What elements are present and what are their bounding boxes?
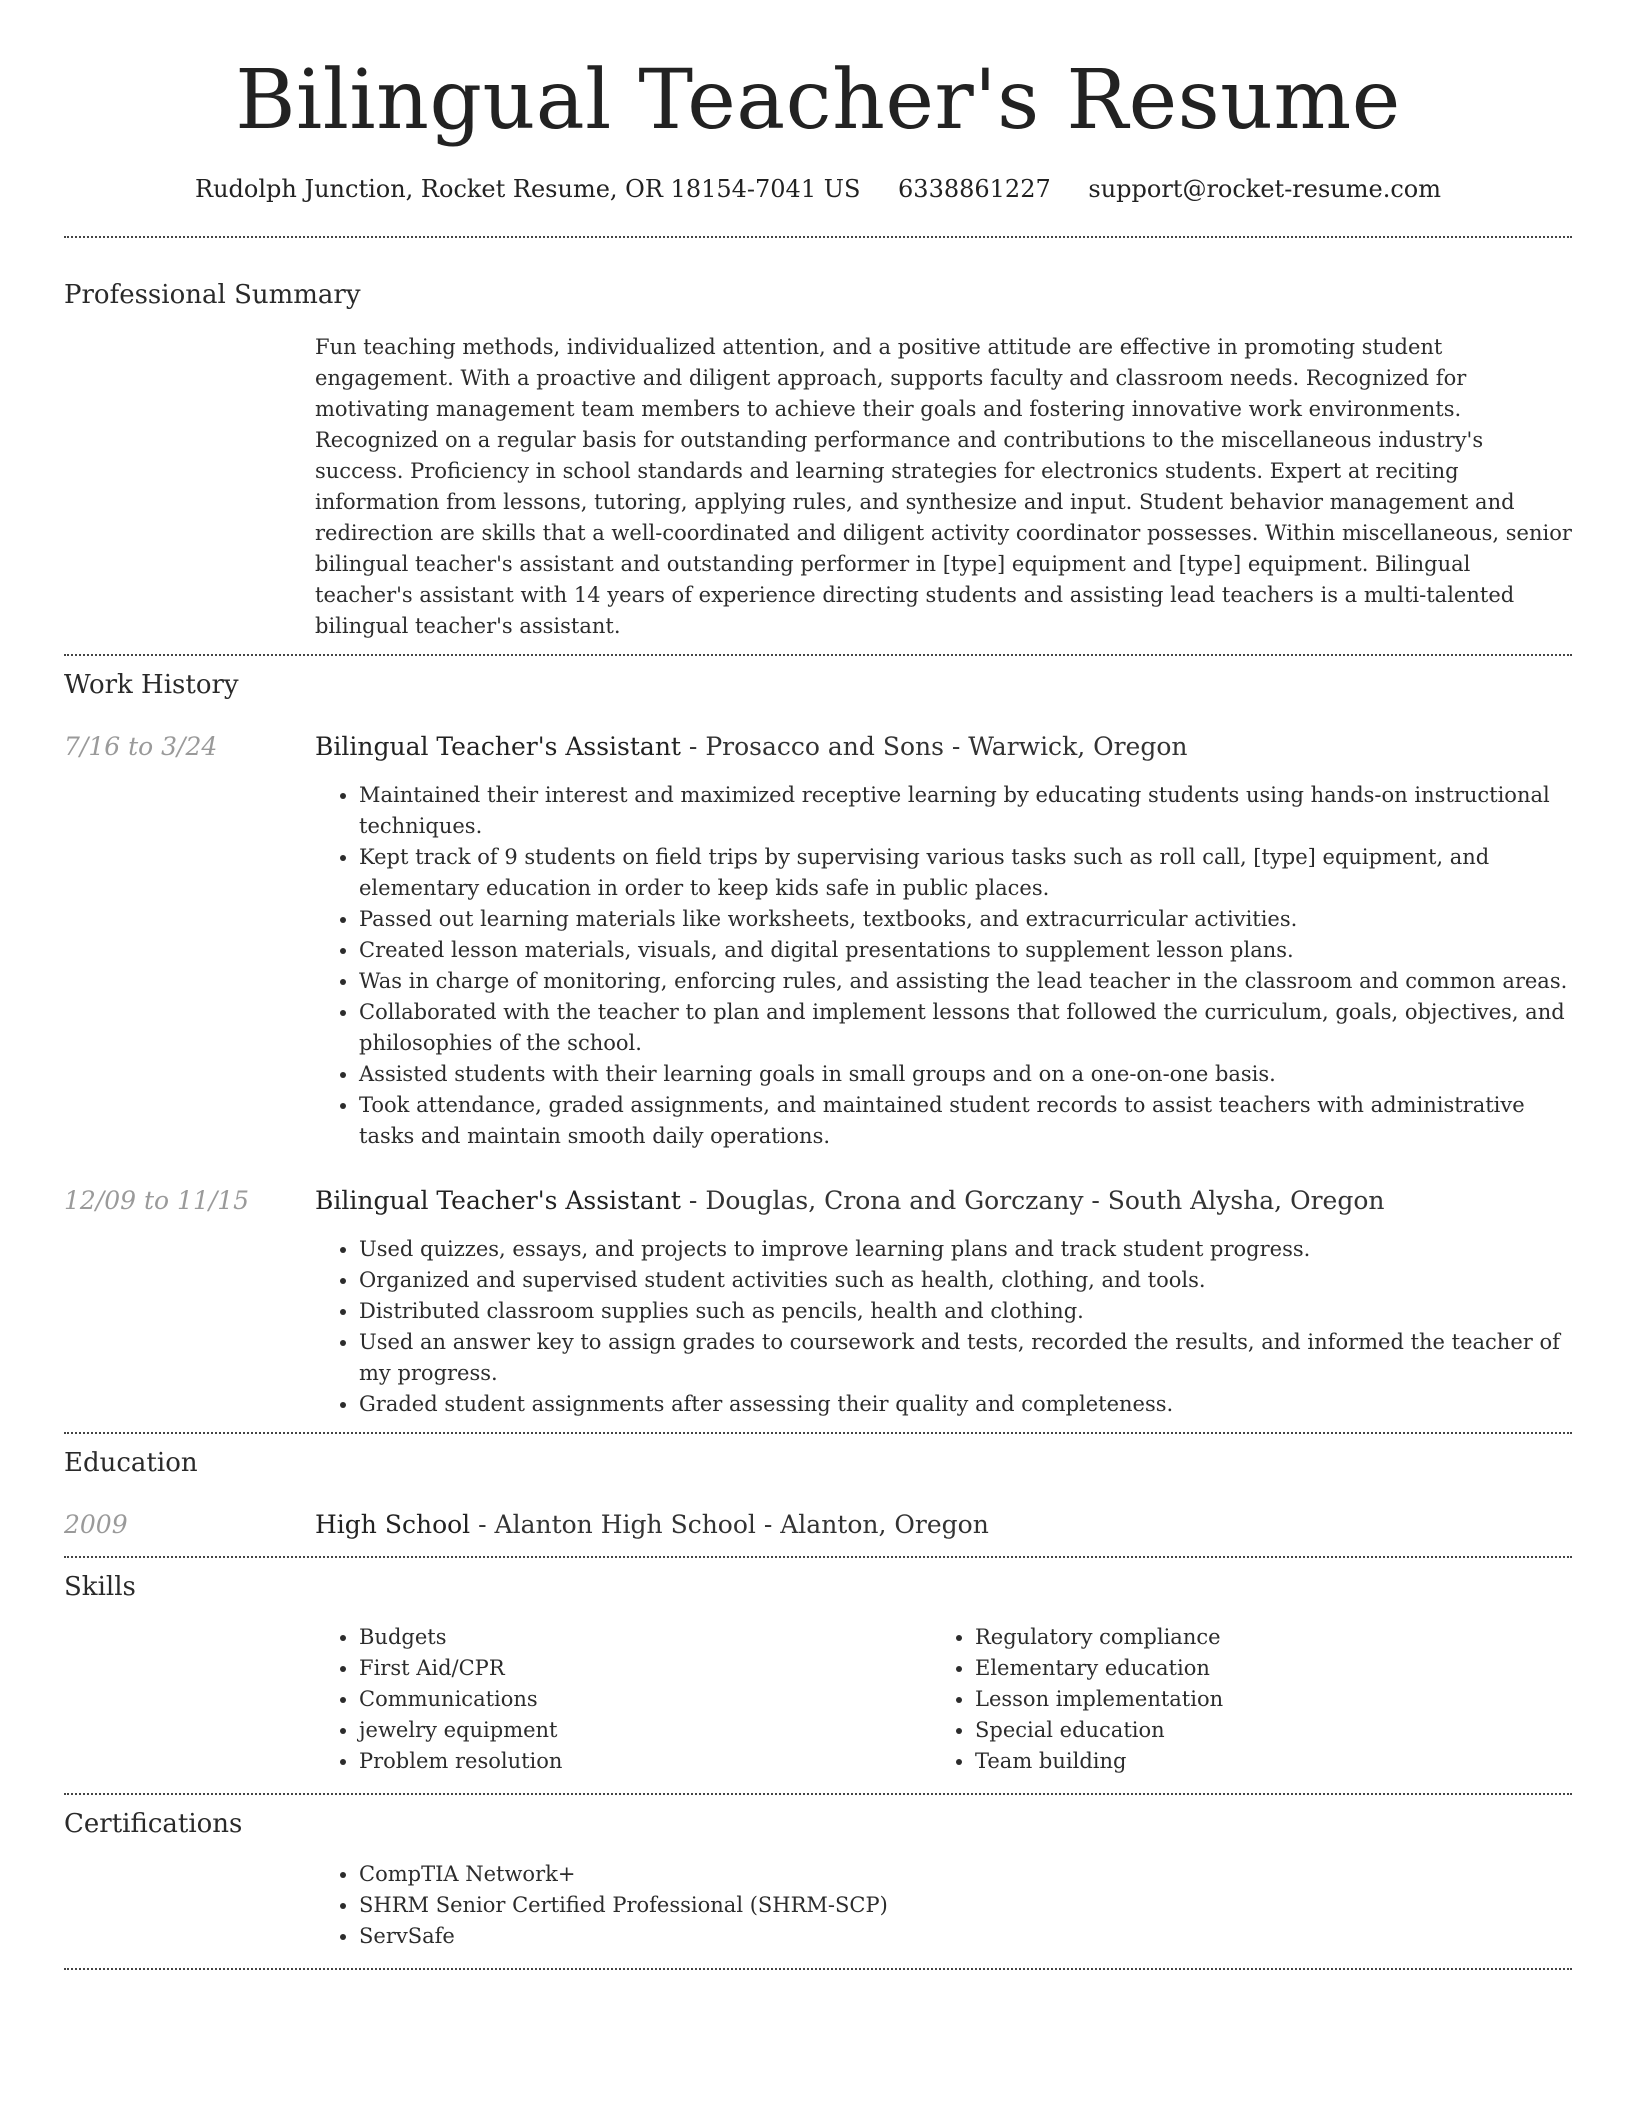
list-item: • CompTIA Network+ <box>359 1859 1572 1890</box>
job-body <box>315 730 1572 1152</box>
list-item: • Problem resolution <box>359 1746 931 1777</box>
list-item: • Collaborated with the teacher to plan and implement lessons that followed the curriculum, goals, objectives, and philosophies of the school. <box>359 997 1572 1059</box>
skills-list <box>931 1622 1547 1777</box>
list-item: • SHRM Senior Certified Professional (SHRM-SCP) <box>359 1890 1572 1921</box>
skills-section <box>64 1570 1572 1793</box>
job-role: Bilingual Teacher's Assistant <box>315 732 681 761</box>
list-item: • Lesson implementation <box>975 1684 1547 1715</box>
job-title-line <box>315 730 1572 764</box>
list-item: • Organized and supervised student activities such as health, clothing, and tools. <box>359 1265 1572 1296</box>
job-dates: 12/09 to 11/15 <box>64 1186 250 1215</box>
section-divider <box>64 1793 1572 1795</box>
list-item: • Graded student assignments after assessing their quality and completeness. <box>359 1389 1572 1420</box>
list-item: • Elementary education <box>975 1653 1547 1684</box>
education-heading: Education <box>64 1448 198 1478</box>
job-employer: - Prosacco and Sons - Warwick, Oregon <box>680 732 1188 761</box>
job-dates: 7/16 to 3/24 <box>64 732 218 761</box>
section-divider <box>64 236 1572 238</box>
list-item: • Passed out learning materials like worksheets, textbooks, and extracurricular activities. <box>359 904 1572 935</box>
list-item: • Assisted students with their learning goals in small groups and on a one-on-one basis. <box>359 1059 1572 1090</box>
education-title-line <box>315 1508 1572 1542</box>
contact-address: Rudolph Junction, Rocket Resume, OR 18154-7041 US <box>195 175 861 203</box>
education-body <box>315 1508 1572 1542</box>
contact-line <box>64 172 1572 206</box>
education-entry <box>64 1508 1572 1556</box>
skills-heading: Skills <box>64 1572 136 1602</box>
contact-email: support@rocket-resume.com <box>1088 175 1441 203</box>
list-item: • Special education <box>975 1715 1547 1746</box>
job-employer: - Douglas, Crona and Gorczany - South Alysha, Oregon <box>680 1186 1385 1215</box>
skills-column-left <box>315 1622 931 1777</box>
section-divider <box>64 1968 1572 1970</box>
list-item: • jewelry equipment <box>359 1715 931 1746</box>
skills-list <box>315 1622 931 1777</box>
summary-heading: Professional Summary <box>64 280 361 310</box>
list-item: • Created lesson materials, visuals, and digital presentations to supplement lesson plans. <box>359 935 1572 966</box>
summary-section <box>64 278 1572 654</box>
list-item: • Communications <box>359 1684 931 1715</box>
list-item: • Took attendance, graded assignments, and maintained student records to assist teachers with administrative tasks and maintain smooth daily operations. <box>359 1090 1572 1152</box>
job-title-line <box>315 1184 1572 1218</box>
skills-column-right <box>931 1622 1547 1777</box>
resume-page <box>64 0 1572 1970</box>
job-entry <box>64 730 1572 1152</box>
education-year: 2009 <box>64 1510 128 1539</box>
education-degree: High School <box>315 1510 471 1539</box>
job-duties-list <box>315 780 1572 1152</box>
certifications-list <box>315 1859 1572 1952</box>
certifications-section <box>64 1807 1572 1968</box>
job-header <box>64 1184 1572 1432</box>
summary-text: Fun teaching methods, individualized attention, and a positive attitude are effective in promoting student engagement. With a proactive and diligent approach, supports faculty and classroom needs. Recognized for motivating management team members to achieve their goals and fostering innovative work environments. Recognized on a regular basis for outstanding performance and contributions to the miscellaneous industry's success. Proficiency in school standards and learning strategies for electronics students. Expert at reciting information from lessons, tutoring, applying rules, and synthesize and input. Student behavior management and redirection are skills that a well-coordinated and diligent activity coordinator possesses. Within miscellaneous, senior bilingual teacher's assistant and outstanding performer in [type] equipment and [type] equipment. Bilingual teacher's assistant with 14 years of experience directing students and assisting lead teachers is a multi-talented bilingual teacher's assistant. <box>315 335 1572 638</box>
section-divider <box>64 1556 1572 1558</box>
job-entry <box>64 1184 1572 1432</box>
list-item: • First Aid/CPR <box>359 1653 931 1684</box>
resume-title: Bilingual Teacher's Resume <box>235 53 1401 148</box>
job-duties-list <box>315 1234 1572 1432</box>
list-item: • Kept track of 9 students on field trips by supervising various tasks such as roll call, [type] equipment, and elementary education in order to keep kids safe in public places. <box>359 842 1572 904</box>
job-header <box>64 730 1572 1152</box>
list-item: • Maintained their interest and maximized receptive learning by educating students using hands-on instructional techniques. <box>359 780 1572 842</box>
work-history-heading: Work History <box>64 670 239 700</box>
list-item: • ServSafe <box>359 1921 1572 1952</box>
certifications-heading: Certifications <box>64 1809 243 1839</box>
list-item: • Was in charge of monitoring, enforcing rules, and assisting the lead teacher in the classroom and common areas. <box>359 966 1572 997</box>
job-body <box>315 1184 1572 1432</box>
education-school: - Alanton High School - Alanton, Oregon <box>470 1510 989 1539</box>
section-divider <box>64 654 1572 656</box>
list-item: • Budgets <box>359 1622 931 1653</box>
contact-phone: 6338861227 <box>898 175 1051 203</box>
list-item: • Team building <box>975 1746 1547 1777</box>
job-role: Bilingual Teacher's Assistant <box>315 1186 681 1215</box>
work-history-section <box>64 668 1572 1432</box>
education-section <box>64 1446 1572 1556</box>
certifications-list-wrap <box>315 1859 1572 1968</box>
list-item: • Used quizzes, essays, and projects to improve learning plans and track student progress. <box>359 1234 1572 1265</box>
list-item: • Regulatory compliance <box>975 1622 1547 1653</box>
list-item: • Used an answer key to assign grades to coursework and tests, recorded the results, and informed the teacher of my progress. <box>359 1327 1572 1389</box>
section-divider <box>64 1432 1572 1434</box>
list-item: • Distributed classroom supplies such as pencils, health and clothing. <box>359 1296 1572 1327</box>
skills-columns <box>315 1622 1572 1793</box>
